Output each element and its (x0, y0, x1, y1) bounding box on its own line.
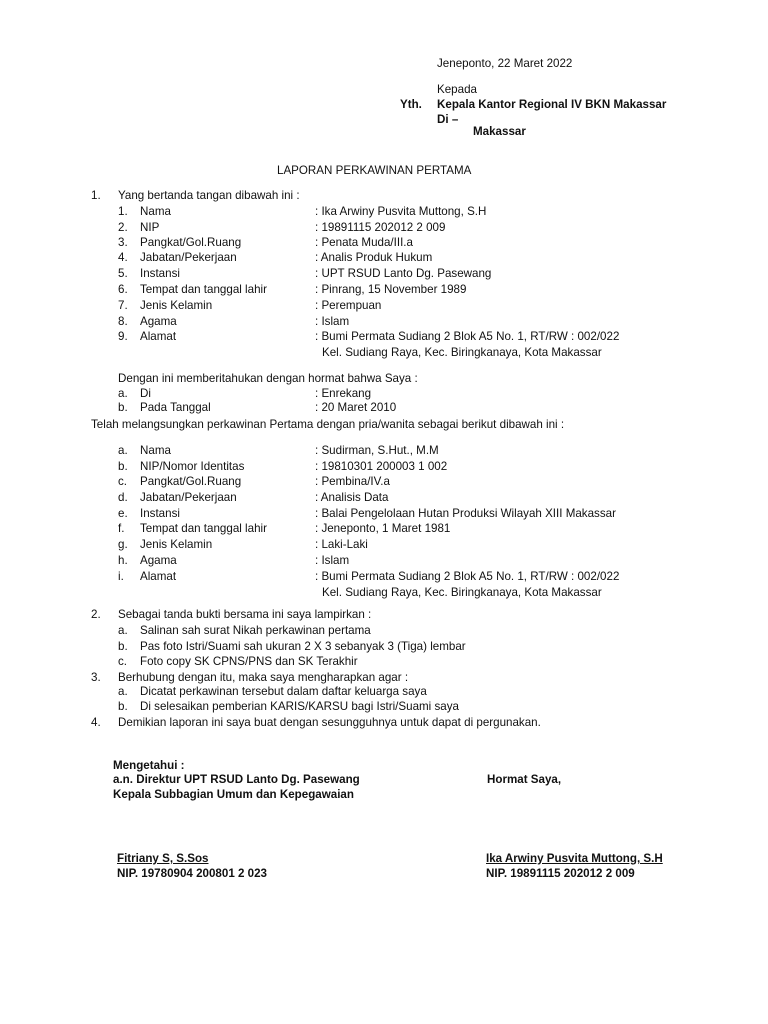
item-label: Nama (140, 444, 171, 457)
item-index: 8. (118, 315, 128, 328)
item-label: Jabatan/Pekerjaan (140, 491, 237, 504)
item-text: Dicatat perkawinan tersebut dalam daftar keluarga saya (140, 685, 427, 698)
item-index: 3. (118, 236, 128, 249)
item-index: c. (118, 655, 128, 668)
section-1-intro: Yang bertanda tangan dibawah ini : (118, 189, 300, 202)
item-index: d. (118, 491, 128, 504)
section-3-number: 3. (91, 671, 101, 684)
item-label: Pangkat/Gol.Ruang (140, 236, 242, 249)
item-index: g. (118, 538, 128, 551)
item-text: Di selesaikan pemberian KARIS/KARSU bagi Istri/Suami saya (140, 700, 459, 713)
signer-left-an: a.n. Direktur UPT RSUD Lanto Dg. Pasewang (113, 773, 360, 786)
item-label: Pangkat/Gol.Ruang (140, 475, 242, 488)
item-text: Salinan sah surat Nikah perkawinan pertama (140, 624, 371, 637)
closing-statement: Demikian laporan ini saya buat dengan sesungguhnya untuk dapat di pergunakan. (118, 716, 541, 729)
item-value: : Jeneponto, 1 Maret 1981 (315, 522, 451, 535)
item-index: a. (118, 685, 128, 698)
item-index: b. (118, 460, 128, 473)
item-value: : Bumi Permata Sudiang 2 Blok A5 No. 1, RT/RW : 002/022 (315, 570, 620, 583)
yth-label: Yth. (400, 98, 422, 111)
item-label: Di (140, 387, 151, 400)
item-index: a. (118, 387, 128, 400)
item-label: Jabatan/Pekerjaan (140, 251, 237, 264)
page-title: LAPORAN PERKAWINAN PERTAMA (277, 164, 472, 177)
section-2-number: 2. (91, 608, 101, 621)
notice-text: Dengan ini memberitahukan dengan hormat bahwa Saya : (118, 372, 418, 385)
signer-left-position: Kepala Subbagian Umum dan Kepegawaian (113, 788, 354, 801)
mengetahui-label: Mengetahui : (113, 759, 185, 772)
item-index: 1. (118, 205, 128, 218)
item-value: : 19810301 200003 1 002 (315, 460, 448, 473)
item-value: : Ika Arwiny Pusvita Muttong, S.H (315, 205, 487, 218)
item-value: : Pinrang, 15 November 1989 (315, 283, 467, 296)
signer-left-nip: NIP. 19780904 200801 2 023 (117, 867, 267, 880)
item-value: : Penata Muda/III.a (315, 236, 413, 249)
signer-right-nip: NIP. 19891115 202012 2 009 (486, 867, 635, 880)
item-value: : Analis Produk Hukum (315, 251, 433, 264)
item-label: Nama (140, 205, 171, 218)
kepada-label: Kepada (437, 83, 477, 96)
item-index: a. (118, 444, 128, 457)
item-value: : Balai Pengelolaan Hutan Produksi Wilayah XIII Makassar (315, 507, 616, 520)
item-label: Agama (140, 554, 177, 567)
item-label: Jenis Kelamin (140, 299, 213, 312)
item-value: : Analisis Data (315, 491, 389, 504)
section-2-intro: Sebagai tanda bukti bersama ini saya lampirkan : (118, 608, 372, 621)
item-label: Pada Tanggal (140, 401, 211, 414)
item-label: Alamat (140, 330, 177, 343)
signer-right-name: Ika Arwiny Pusvita Muttong, S.H (486, 852, 663, 865)
item-value: : Enrekang (315, 387, 372, 400)
section-3-intro: Berhubung dengan itu, maka saya mengharapkan agar : (118, 671, 409, 684)
item-value: : UPT RSUD Lanto Dg. Pasewang (315, 267, 492, 280)
section-1-number: 1. (91, 189, 101, 202)
item-label: Alamat (140, 570, 177, 583)
item-index: 7. (118, 299, 128, 312)
signer-left-name: Fitriany S, S.Sos (117, 852, 209, 865)
item-label: Agama (140, 315, 177, 328)
item-index: b. (118, 640, 128, 653)
item-value: : Bumi Permata Sudiang 2 Blok A5 No. 1, RT/RW : 002/022 (315, 330, 620, 343)
item-label: NIP (140, 221, 160, 234)
spouse-alamat-line-2: Kel. Sudiang Raya, Kec. Biringkanaya, Kota Makassar (322, 586, 602, 599)
alamat-line-2: Kel. Sudiang Raya, Kec. Biringkanaya, Kota Makassar (322, 346, 602, 359)
hormat-saya: Hormat Saya, (487, 773, 562, 786)
item-value: : Laki-Laki (315, 538, 368, 551)
item-label: Instansi (140, 267, 180, 280)
item-index: h. (118, 554, 128, 567)
item-index: e. (118, 507, 128, 520)
item-value: : Islam (315, 315, 350, 328)
item-text: Foto copy SK CPNS/PNS dan SK Terakhir (140, 655, 358, 668)
item-label: NIP/Nomor Identitas (140, 460, 245, 473)
item-label: Tempat dan tanggal lahir (140, 522, 267, 535)
married-with-text: Telah melangsungkan perkawinan Pertama dengan pria/wanita sebagai berikut dibawah ini : (91, 418, 565, 431)
section-4-number: 4. (91, 716, 101, 729)
item-label: Tempat dan tanggal lahir (140, 283, 267, 296)
item-value: : Sudirman, S.Hut., M.M (315, 444, 439, 457)
item-index: b. (118, 700, 128, 713)
item-value: : Pembina/IV.a (315, 475, 390, 488)
item-index: a. (118, 624, 128, 637)
item-value: : 20 Maret 2010 (315, 401, 397, 414)
place-date: Jeneponto, 22 Maret 2022 (437, 57, 573, 70)
item-value: : 19891115 202012 2 009 (315, 221, 446, 234)
recipient-city: Makassar (473, 125, 526, 138)
item-index: c. (118, 475, 128, 488)
item-index: 9. (118, 330, 128, 343)
item-value: : Perempuan (315, 299, 382, 312)
item-label: Jenis Kelamin (140, 538, 213, 551)
item-text: Pas foto Istri/Suami sah ukuran 2 X 3 sebanyak 3 (Tiga) lembar (140, 640, 466, 653)
item-index: 5. (118, 267, 128, 280)
item-index: 4. (118, 251, 128, 264)
item-index: i. (118, 570, 124, 583)
item-value: : Islam (315, 554, 350, 567)
item-index: 6. (118, 283, 128, 296)
item-label: Instansi (140, 507, 180, 520)
item-index: b. (118, 401, 128, 414)
item-index: 2. (118, 221, 128, 234)
di-label: Di – (437, 113, 459, 126)
recipient: Kepala Kantor Regional IV BKN Makassar (437, 98, 667, 111)
item-index: f. (118, 522, 125, 535)
